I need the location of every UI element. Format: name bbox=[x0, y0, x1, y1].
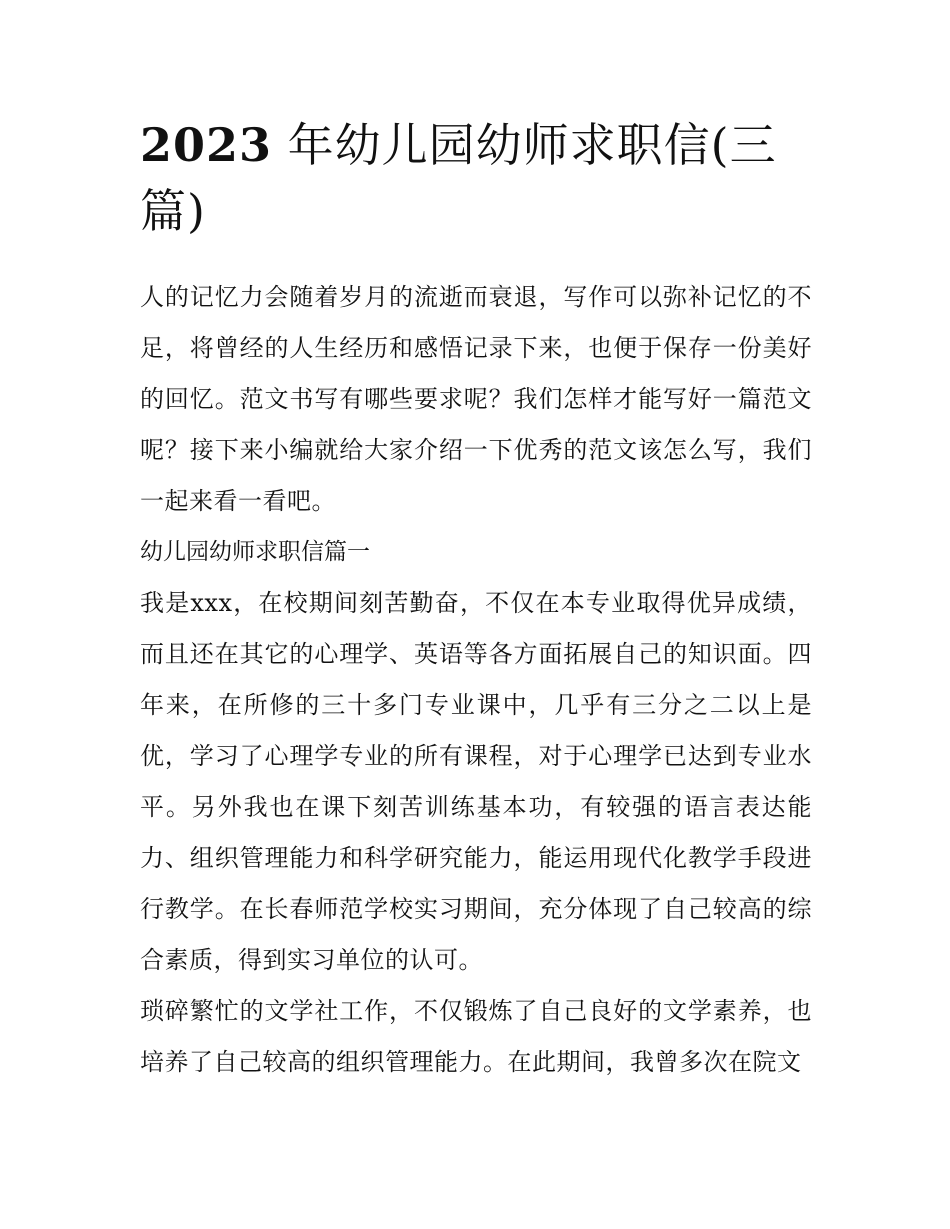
intro-paragraph: 人的记忆力会随着岁月的流逝而衰退，写作可以弥补记忆的不足，将曾经的人生经历和感悟记录下来，也便于保存一份美好的回忆。范文书写有哪些要求呢？我们怎样才能写好一篇范文呢？接下来小编就给大家介绍一下优秀的范文该怎么写，我们一起来看一看吧。 bbox=[140, 283, 812, 515]
title-year: 2023 bbox=[140, 118, 273, 172]
document-title bbox=[140, 112, 812, 244]
document-body bbox=[140, 272, 812, 1088]
section-heading: 幼儿园幼师求职信篇一 bbox=[140, 539, 370, 565]
title-text: 年幼儿园幼师求职信(三篇) bbox=[140, 118, 777, 238]
body-paragraph-2: 琐碎繁忙的文学社工作，不仅锻炼了自己良好的文学素养，也培养了自己较高的组织管理能力。在此期间，我曾多次在院文 bbox=[140, 997, 812, 1076]
body-paragraph-1: 我是xxx，在校期间刻苦勤奋，不仅在本专业取得优异成绩，而且还在其它的心理学、英语等各方面拓展自己的知识面。四年来，在所修的三十多门专业课中，几乎有三分之二以上是优，学习了心理学专业的所有课程，对于心理学已达到专业水平。另外我也在课下刻苦训练基本功，有较强的语言表达能力、组织管理能力和科学研究能力，能运用现代化教学手段进行教学。在长春师范学校实习期间，充分体现了自己较高的综合素质，得到实习单位的认可。 bbox=[140, 589, 812, 974]
document-page bbox=[140, 112, 812, 1088]
